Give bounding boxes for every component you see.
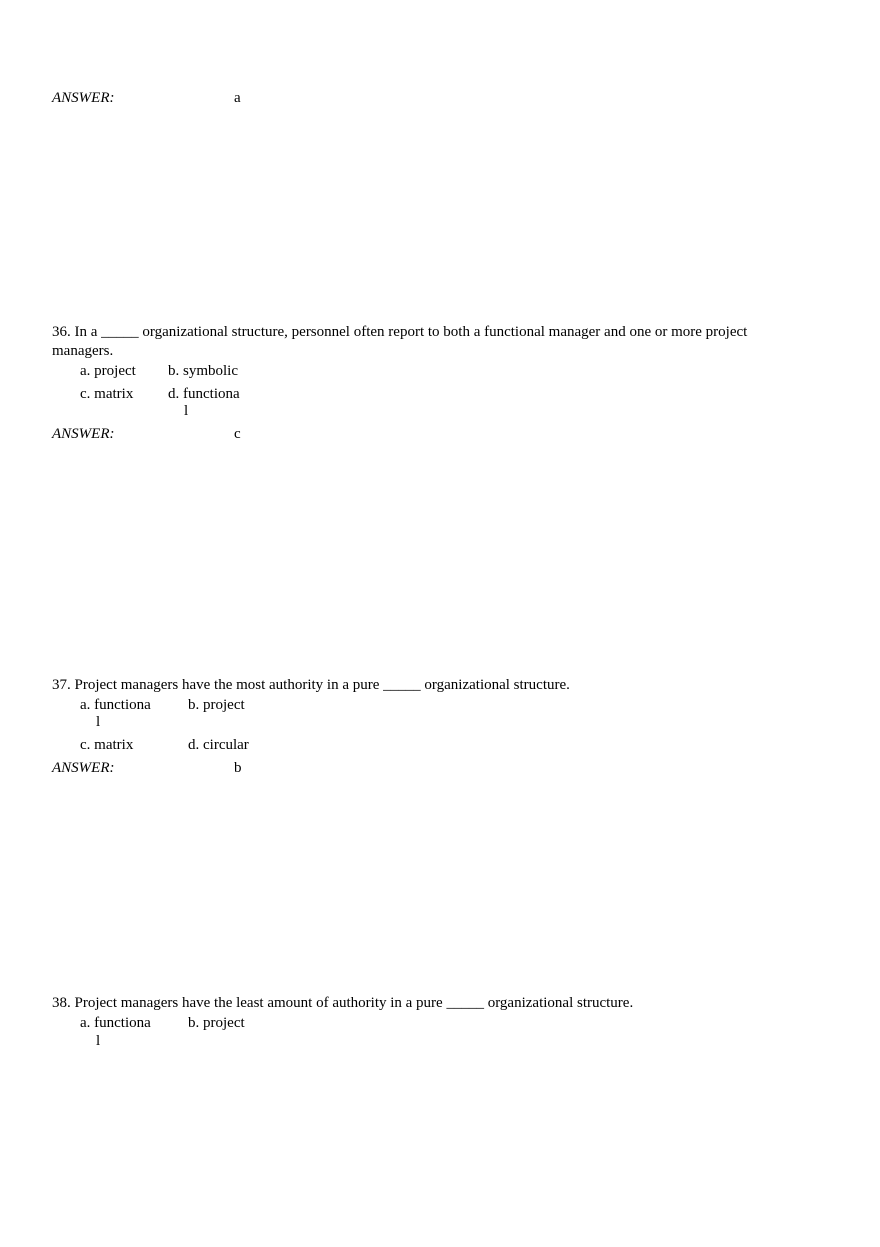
q37-choice-c: c. matrix bbox=[80, 737, 134, 753]
q37-choice-a: a. functiona bbox=[80, 697, 151, 713]
q37-choice-a-wrap: l bbox=[96, 714, 101, 730]
q36-choice-b: b. symbolic bbox=[168, 363, 238, 379]
q38-choice-a-wrap: l bbox=[96, 1033, 101, 1049]
q36-answer-label: ANSWER: bbox=[52, 426, 115, 442]
q37-choice-b: b. project bbox=[188, 697, 245, 713]
q36-stem: 36. In a _____ organizational structure, personnel often report to both a functional manager and one or more project managers. bbox=[52, 324, 748, 359]
q37-answer-label: ANSWER: bbox=[52, 760, 115, 776]
q35-answer-value: a bbox=[234, 90, 241, 106]
q36-choice-a: a. project bbox=[80, 363, 136, 379]
q38-choice-a: a. functiona bbox=[80, 1015, 151, 1031]
q38-choice-b: b. project bbox=[188, 1015, 245, 1031]
q36-answer-value: c bbox=[234, 426, 241, 442]
q38-stem: 38. Project managers have the least amount of authority in a pure _____ organizational structure. bbox=[52, 995, 634, 1011]
q35-answer-label: ANSWER: bbox=[52, 90, 115, 106]
q36-choice-c: c. matrix bbox=[80, 386, 134, 402]
q36-choice-d: d. functiona bbox=[168, 386, 240, 402]
q37-stem: 37. Project managers have the most authority in a pure _____ organizational structure. bbox=[52, 677, 570, 693]
q37-answer-value: b bbox=[234, 760, 242, 776]
q37-choice-d: d. circular bbox=[188, 737, 249, 753]
q36-choice-d-wrap: l bbox=[184, 403, 189, 419]
